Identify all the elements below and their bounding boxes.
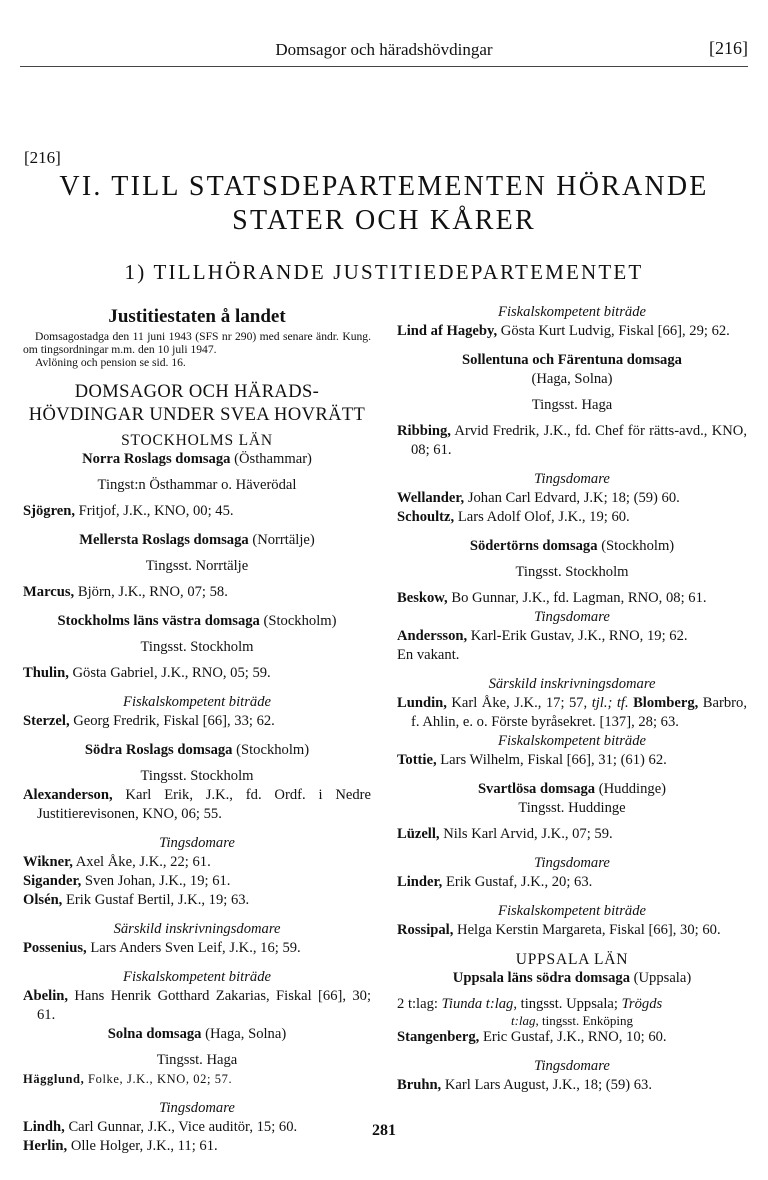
role-heading: Fiskalskompetent biträde	[498, 733, 646, 749]
person-entry: Linder, Erik Gustaf, J.K., 20; 63.	[397, 874, 593, 890]
person-entry: Hägglund, Folke, J.K., KNO, 02; 57.	[23, 1072, 233, 1086]
running-title: Domsagor och häradshövdingar	[275, 40, 493, 59]
person-entry: Beskow, Bo Gunnar, J.K., fd. Lagman, RNO, 08; 61.	[397, 590, 707, 606]
person-entry: Lüzell, Nils Karl Arvid, J.K., 07; 59.	[397, 826, 613, 842]
district-heading: Norra Roslags domsaga (Östhammar)	[82, 451, 312, 467]
court-seat: Tingsst. Stockholm	[140, 639, 254, 655]
role-heading: Tingsdomare	[534, 1058, 610, 1074]
district-heading: Södra Roslags domsaga (Stockholm)	[84, 742, 310, 758]
role-heading: Fiskalskompetent biträde	[498, 304, 646, 320]
person-entry: Lundin, Karl Åke, J.K., 17; 57, tjl.; tf. Blomberg, Barbro, f. Ahlin, e. o. Förste byråsekret. [137], 28; 63.	[397, 695, 747, 730]
court-seat: Tingsst. Haga	[156, 1052, 238, 1068]
state-heading: Justitiestaten å landet	[108, 306, 286, 327]
person-entry: Wikner, Axel Åke, J.K., 22; 61.	[23, 854, 211, 870]
role-heading: Fiskalskompetent biträde	[498, 903, 646, 919]
vacancy-note: En vakant.	[397, 647, 460, 663]
role-heading: Tingsdomare	[534, 471, 610, 487]
district-heading: Mellersta Roslags domsaga (Norrtälje)	[79, 532, 315, 548]
district-heading: Uppsala läns södra domsaga (Uppsala)	[452, 970, 692, 986]
court-seat: Tingsst. Stockholm	[140, 768, 254, 784]
court-seat-note-cont: t:lag, tingsst. Enköping	[510, 1013, 634, 1028]
role-heading: Tingsdomare	[159, 835, 235, 851]
role-heading: Fiskalskompetent biträde	[123, 694, 271, 710]
person-entry: Rossipal, Helga Kerstin Margareta, Fiskal [66], 30; 60.	[397, 922, 721, 938]
district-seat: (Haga, Solna)	[531, 371, 613, 387]
person-entry: Herlin, Olle Holger, J.K., 11; 61.	[23, 1138, 218, 1154]
page-number: 281	[372, 1122, 396, 1139]
department-title: 1) TILLHÖRANDE JUSTITIEDEPARTEMENTET	[124, 260, 644, 284]
running-header	[20, 38, 748, 67]
role-heading: Tingsdomare	[159, 1100, 235, 1116]
district-heading: Solna domsaga (Haga, Solna)	[107, 1026, 287, 1042]
role-heading: Tingsdomare	[534, 855, 610, 871]
person-entry: Schoultz, Lars Adolf Olof, J.K., 19; 60.	[397, 509, 630, 525]
role-heading: Särskild inskrivningsdomare	[113, 921, 281, 937]
person-entry: Wellander, Johan Carl Edvard, J.K; 18; (59) 60.	[397, 490, 680, 506]
person-entry: Lind af Hageby, Gösta Kurt Ludvig, Fiskal [66], 29; 62.	[397, 323, 730, 339]
court-seat: Tingsst. Stockholm	[515, 564, 629, 580]
person-entry: Thulin, Gösta Gabriel, J.K., RNO, 05; 59.	[23, 665, 271, 681]
county-heading: UPPSALA LÄN	[515, 951, 629, 968]
domsagor-heading: DOMSAGOR OCH HÄRADS- HÖVDINGAR UNDER SVEA HOVRÄTT	[28, 382, 366, 425]
person-entry: Bruhn, Karl Lars August, J.K., 18; (59) 63.	[397, 1077, 652, 1093]
chapter-title-line2: STATER OCH KÅRER	[232, 205, 536, 236]
court-seat: Tingsst. Norrtälje	[145, 558, 249, 574]
district-heading: Stockholms läns västra domsaga (Stockholm)	[57, 613, 337, 629]
role-heading: Särskild inskrivningsdomare	[488, 676, 656, 692]
person-entry: Sterzel, Georg Fredrik, Fiskal [66], 33; 62.	[23, 713, 275, 729]
role-heading: Fiskalskompetent biträde	[123, 969, 271, 985]
section-number: [216]	[24, 148, 61, 167]
person-entry: Tottie, Lars Wilhelm, Fiskal [66], 31; (61) 62.	[397, 752, 667, 768]
person-entry: Marcus, Björn, J.K., RNO, 07; 58.	[23, 584, 228, 600]
district-heading: Sollentuna och Färentuna domsaga	[462, 352, 682, 368]
person-entry: Ribbing, Arvid Fredrik, J.K., fd. Chef för rätts-avd., KNO, 08; 61.	[397, 423, 747, 458]
chapter-title	[0, 170, 768, 238]
role-heading: Tingsdomare	[534, 609, 610, 625]
statute-note: Domsagostadga den 11 juni 1943 (SFS nr 290) med senare ändr. Kung. om tingsordningar m.m. den 10 juli 1947. Avlöning och pension se sid. 16.	[23, 330, 371, 369]
court-seat: Tingsst. Haga	[531, 397, 613, 413]
person-entry: Possenius, Lars Anders Sven Leif, J.K., 16; 59.	[23, 940, 301, 956]
court-seat: Tingsst. Huddinge	[518, 800, 626, 816]
person-entry: Andersson, Karl-Erik Gustav, J.K., RNO, 19; 62.	[397, 628, 688, 644]
chapter-title-line1: VI. TILL STATSDEPARTEMENTEN HÖRANDE	[59, 171, 709, 202]
left-column	[23, 303, 371, 1156]
person-entry: Sigander, Sven Johan, J.K., 19; 61.	[23, 873, 231, 889]
running-page-ref: [216]	[709, 38, 748, 58]
court-seat-note: 2 t:lag: Tiunda t:lag, tingsst. Uppsala; Trögds	[397, 996, 663, 1012]
court-seat: Tingst:n Östhammar o. Häverödal	[97, 477, 297, 493]
person-entry: Stangenberg, Eric Gustaf, J.K., RNO, 10; 60.	[397, 1029, 667, 1045]
right-column	[397, 303, 747, 1095]
person-entry: Olsén, Erik Gustaf Bertil, J.K., 19; 63.	[23, 892, 250, 908]
district-heading: Svartlösa domsaga (Huddinge)	[477, 781, 667, 797]
district-heading: Södertörns domsaga (Stockholm)	[469, 538, 675, 554]
person-entry: Alexanderson, Karl Erik, J.K., fd. Ordf. i Nedre Justitierevisonen, KNO, 06; 55.	[23, 787, 371, 822]
person-entry: Abelin, Hans Henrik Gotthard Zakarias, Fiskal [66], 30; 61.	[23, 988, 371, 1023]
person-entry: Lindh, Carl Gunnar, J.K., Vice auditör, 15; 60.	[23, 1119, 298, 1135]
person-entry: Sjögren, Fritjof, J.K., KNO, 00; 45.	[23, 503, 234, 519]
county-heading: STOCKHOLMS LÄN	[121, 432, 273, 449]
